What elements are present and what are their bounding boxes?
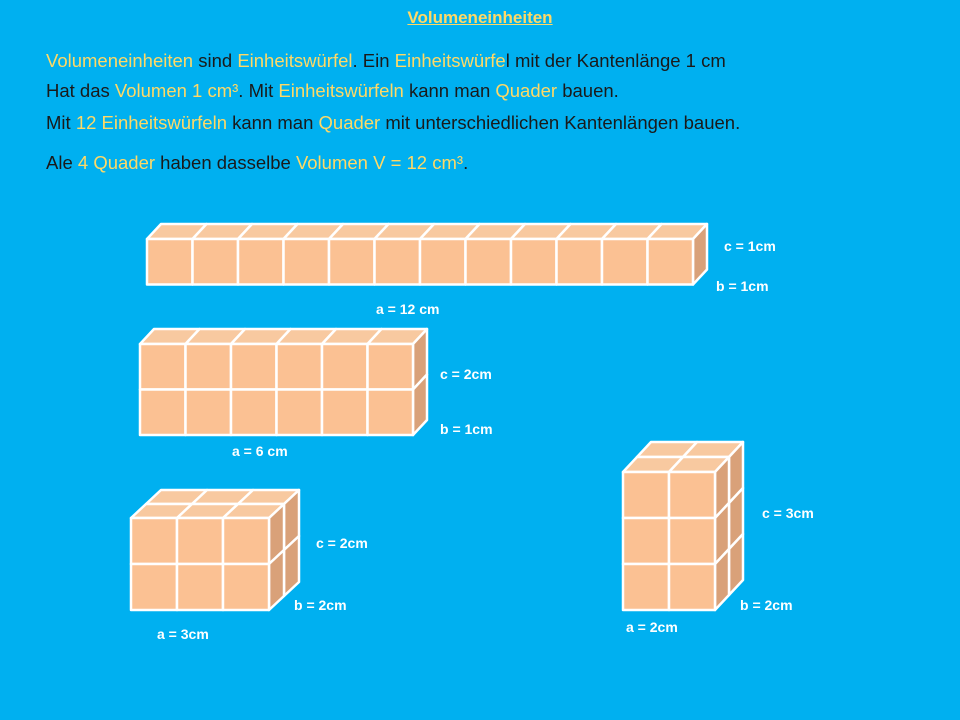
cuboid-2-label-b: b = 1cm (440, 421, 493, 437)
text-segment-4: mit unterschiedlichen Kantenlängen bauen. (380, 112, 741, 133)
cuboid-1-label-c: c = 1cm (724, 238, 776, 254)
cuboid-1-front-cube (329, 239, 375, 285)
cuboid-1-front-cube (602, 239, 648, 285)
text-segment-3: . Ein (352, 50, 395, 71)
cuboid-2-front-cube (231, 344, 277, 390)
cuboid-1-front-cube (193, 239, 239, 285)
highlighted-term-3: Einheitswürfeln (278, 80, 404, 101)
highlighted-term-0: Volumeneinheiten (46, 50, 194, 71)
cuboid-2-front-cube (277, 390, 323, 436)
cuboid-2-front-cube (140, 344, 186, 390)
cuboid-2-front-cube (231, 390, 277, 436)
text-segment-4: kann man (403, 80, 496, 101)
cuboid-1-front-cube (466, 239, 512, 285)
text-segment-2: . Mit (238, 80, 279, 101)
cuboid-2-label-a: a = 6 cm (232, 443, 288, 459)
cuboid-2-front-cube (322, 390, 368, 436)
cuboid-2-front-cube (140, 390, 186, 436)
cuboid-1-front-cube (420, 239, 466, 285)
highlighted-term-3: Quader (318, 112, 381, 133)
cuboid-2-front-cube (186, 344, 232, 390)
text-segment-0: Ale (46, 152, 78, 173)
page-title: Volumeneinheiten (407, 8, 553, 27)
cuboid-3-front-cube (223, 564, 269, 610)
highlighted-term-4: Einheitswürfe (394, 50, 506, 71)
highlighted-term-1: 12 Einheitswürfeln (75, 112, 227, 133)
text-segment-0: Mit (46, 112, 76, 133)
cuboid-4-front-cube (623, 518, 669, 564)
cuboid-2-front-cube (277, 344, 323, 390)
text-segment-6: bauen. (557, 80, 619, 101)
highlighted-term-5: Quader (495, 80, 558, 101)
highlighted-term-1: 4 Quader (77, 152, 156, 173)
cuboid-3-front-cube (131, 564, 177, 610)
cuboid-2-front-cube (368, 390, 414, 436)
cuboid-4-front-cube (669, 518, 715, 564)
cuboid-1-label-a: a = 12 cm (376, 301, 440, 317)
cuboid-3-front-cube (131, 518, 177, 564)
cuboid-1-front-cube (375, 239, 421, 285)
cuboid-3-front-cube (177, 564, 223, 610)
cuboid-4-label-c: c = 3cm (762, 505, 814, 521)
cuboid-1-front-cube (284, 239, 330, 285)
cuboid-4-front-cube (623, 564, 669, 610)
cuboid-2-front-cube (368, 344, 414, 390)
text-segment-1: sind (193, 50, 238, 71)
text-segment-5: l mit der Kantenlänge 1 cm (505, 50, 726, 71)
cuboid-1-label-b: b = 1cm (716, 278, 769, 294)
cuboid-1-front-cube (557, 239, 603, 285)
cuboid-3-label-a: a = 3cm (157, 626, 209, 642)
cuboid-4-label-b: b = 2cm (740, 597, 793, 613)
cuboid-2-front-cube (322, 344, 368, 390)
cuboid-3-front-cube (223, 518, 269, 564)
highlighted-term-3: Volumen V = 12 cm³ (295, 152, 464, 173)
cuboid-4-front-cube (623, 472, 669, 518)
text-segment-2: haben dasselbe (155, 152, 296, 173)
text-segment-4: . (463, 152, 469, 173)
cuboid-3-label-c: c = 2cm (316, 535, 368, 551)
cuboid-1-front-cube (238, 239, 284, 285)
highlighted-term-1: Volumen 1 cm³ (114, 80, 239, 101)
cuboid-4-label-a: a = 2cm (626, 619, 678, 635)
cuboid-4-front-cube (669, 564, 715, 610)
highlighted-term-2: Einheitswürfel (237, 50, 353, 71)
cuboid-1-front-cube (511, 239, 557, 285)
text-segment-0: Hat das (46, 80, 115, 101)
cuboid-4-front-cube (669, 472, 715, 518)
cuboid-2-front-cube (186, 390, 232, 436)
cuboid-1-front-cube (648, 239, 694, 285)
text-segment-2: kann man (226, 112, 319, 133)
cuboid-2-label-c: c = 2cm (440, 366, 492, 382)
cuboid-1-front-cube (147, 239, 193, 285)
cuboid-3-label-b: b = 2cm (294, 597, 347, 613)
cuboid-3-front-cube (177, 518, 223, 564)
